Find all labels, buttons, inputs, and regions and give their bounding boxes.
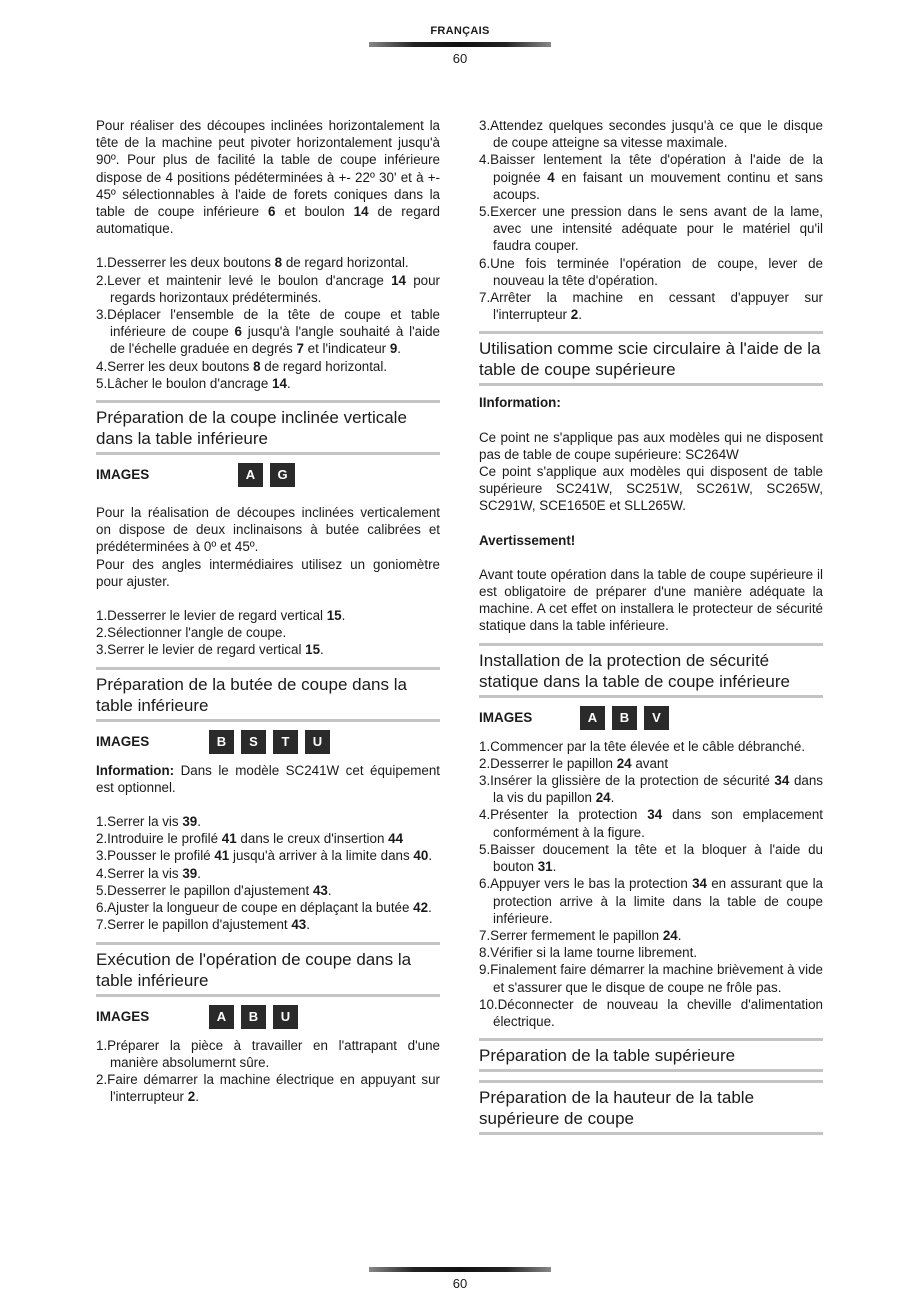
header-language: FRANÇAIS xyxy=(430,25,490,37)
image-tag[interactable]: U xyxy=(305,730,330,754)
image-tag[interactable]: U xyxy=(273,1005,298,1029)
right-column xyxy=(479,117,823,1135)
header-page-number: 60 xyxy=(452,51,468,66)
list-item: 8.Vérifier si la lame tourne librement. xyxy=(479,945,698,961)
list-item: 3.Pousser le profilé 41 jusqu'à arriver à la limite dans 40. xyxy=(96,848,433,864)
list-item: 7.Serrer fermement le papillon 24. xyxy=(479,927,682,943)
list-item: 6.Une fois terminée l'opération de coupe, lever de nouveau la tête d'opération. xyxy=(479,255,823,288)
section-heading-protection: Installation de la protection de sécurité statique dans la table de coupe inférieure xyxy=(479,643,823,698)
steps-horizontal xyxy=(96,254,440,392)
list-item: 2.Faire démarrer la machine électrique en appuyant sur l'interrupteur 2. xyxy=(96,1071,440,1105)
images-label: IMAGES xyxy=(96,1008,150,1024)
section-heading-upper-table: Préparation de la table supérieure xyxy=(479,1038,823,1072)
list-item: 4.Baisser lentement la tête d'opération à l'aide de la poignée 4 en faisant un mouvement continu et sans acoups. xyxy=(479,152,823,202)
list-item: 5.Baisser doucement la tête et la bloquer à l'aide du bouton 31. xyxy=(479,841,823,875)
list-item: 2.Sélectionner l'angle de coupe. xyxy=(96,625,287,641)
section-heading-execution: Exécution de l'opération de coupe dans la table inférieure xyxy=(96,942,440,997)
images-row xyxy=(96,1005,440,1029)
steps-stop xyxy=(96,813,440,933)
images-label: IMAGES xyxy=(96,734,150,750)
list-item: 4.Serrer les deux boutons 8 de regard horizontal. xyxy=(96,358,388,374)
images-label: IMAGES xyxy=(479,710,533,726)
info-heading: IInformation: xyxy=(479,395,561,411)
footer-page-number: 60 xyxy=(452,1276,468,1291)
list-item: 5.Desserrer le papillon d'ajustement 43. xyxy=(96,882,332,898)
paragraph: Avant toute opération dans la table de coupe supérieure il est obligatoire de préparer d'une manière adéquate la machine. A cet effet on installera le protecteur de sécurité statique dans la table inférieure. xyxy=(479,566,823,634)
paragraph: Ce point ne s'applique pas aux modèles qui ne disposent pas de table de coupe supérieure: SC264W xyxy=(479,429,823,462)
list-item: 2.Lever et maintenir levé le boulon d'ancrage 14 pour regards horizontaux prédéterminés. xyxy=(96,272,440,305)
list-item: 1.Préparer la pièce à travailler en l'attrapant d'une manière absolumernt sûre. xyxy=(96,1037,440,1070)
image-tag[interactable]: A xyxy=(580,706,605,730)
image-tag[interactable]: S xyxy=(241,730,266,754)
image-tag[interactable]: T xyxy=(273,730,298,754)
list-item: 6.Ajuster la longueur de coupe en déplaçant la butée 42. xyxy=(96,900,432,916)
list-item: 1.Desserrer le levier de regard vertical 15. xyxy=(96,608,346,624)
list-item: 4.Serrer la vis 39. xyxy=(96,865,201,881)
list-item: 2.Desserrer le papillon 24 avant xyxy=(479,755,669,771)
steps-execution-continued xyxy=(479,117,823,323)
images-row xyxy=(479,706,823,730)
steps-protection xyxy=(479,738,823,1030)
list-item: 1.Desserrer les deux boutons 8 de regard horizontal. xyxy=(96,255,409,271)
list-item: 6.Appuyer vers le bas la protection 34 en assurant que la protection arrive à la limite dans la table de coupe inférieure. xyxy=(479,876,823,926)
image-tag[interactable]: G xyxy=(270,463,295,487)
header-rule xyxy=(369,42,551,47)
image-tag[interactable]: V xyxy=(644,706,669,730)
list-item: 3.Insérer la glissière de la protection de sécurité 34 dans la vis du papillon 24. xyxy=(479,773,823,806)
list-item: 9.Finalement faire démarrer la machine brièvement à vide et s'assurer que le disque de coupe ne frôle pas. xyxy=(479,962,823,995)
list-item: 5.Lâcher le boulon d'ancrage 14. xyxy=(96,375,291,391)
image-tag[interactable]: B xyxy=(612,706,637,730)
paragraph: Pour la réalisation de découpes inclinées verticalement on dispose de deux inclinaisons à butée calibrées et prédéterminées à 0º et 45º. xyxy=(96,505,440,555)
list-item: 7.Arrêter la machine en cessant d'appuyer sur l'interrupteur 2. xyxy=(479,290,823,323)
image-tag[interactable]: A xyxy=(238,463,263,487)
list-item: 1.Commencer par la tête élevée et le câble débranché. xyxy=(479,738,806,754)
image-tag[interactable]: B xyxy=(209,730,234,754)
warning-heading: Avertissement! xyxy=(479,532,576,548)
section-heading-vertical-incline: Préparation de la coupe inclinée verticale dans la table inférieure xyxy=(96,400,440,455)
list-item: 7.Serrer le papillon d'ajustement 43. xyxy=(96,917,310,933)
images-row xyxy=(96,730,440,754)
list-item: 2.Introduire le profilé 41 dans le creux d'insertion 44 xyxy=(96,831,404,847)
list-item: 4.Présenter la protection 34 dans son emplacement conformément à la figure. xyxy=(479,807,823,840)
paragraph: Ce point s'applique aux modèles qui disposent de table supérieure SC241W, SC251W, SC261W, SC265W, SC291W, SCE1650E et SLL265W. xyxy=(479,464,823,514)
footer-rule xyxy=(369,1267,551,1272)
left-column xyxy=(96,117,440,1105)
image-tag[interactable]: B xyxy=(241,1005,266,1029)
list-item: 3.Attendez quelques secondes jusqu'à ce que le disque de coupe atteigne sa vitesse maximale. xyxy=(479,118,823,151)
section-heading-circular-saw: Utilisation comme scie circulaire à l'aide de la table de coupe supérieure xyxy=(479,331,823,386)
info-paragraph: Information: Dans le modèle SC241W cet équipement est optionnel. xyxy=(96,762,440,795)
section-heading-upper-height: Préparation de la hauteur de la table supérieure de coupe xyxy=(479,1080,823,1135)
images-label: IMAGES xyxy=(96,467,150,483)
image-tag[interactable]: A xyxy=(209,1005,234,1029)
paragraph: Pour des angles intermédiaires utilisez un goniomètre pour ajuster. xyxy=(96,556,440,589)
steps-vertical xyxy=(96,607,440,659)
images-row xyxy=(96,463,440,487)
list-item: 5.Exercer une pression dans le sens avant de la lame, avec une intensité adéquate pour le matériel qu'il faudra couper. xyxy=(479,204,823,254)
list-item: 1.Serrer la vis 39. xyxy=(96,814,201,830)
list-item: 3.Déplacer l'ensemble de la tête de coupe et table inférieure de coupe 6 jusqu'à l'angle souhaité à l'aide de l'échelle graduée en degrés 7 et l'indicateur 9. xyxy=(96,307,440,357)
section-heading-stop: Préparation de la butée de coupe dans la table inférieure xyxy=(96,667,440,722)
steps-execution xyxy=(96,1037,440,1106)
intro-paragraph: Pour réaliser des découpes inclinées horizontalement la tête de la machine peut pivoter horizontalement jusqu'à 90º. Pour plus de facilité la table de coupe inférieure dispose de 4 positions pédéterminées à +- 22º 30' et à +- 45º sélectionnables à l'aide de forets coniques dans la table de coupe inférieure 6 et boulon 14 de regard automatique. xyxy=(96,118,441,237)
list-item: 3.Serrer le levier de regard vertical 15. xyxy=(96,642,324,658)
list-item: 10.Déconnecter de nouveau la cheville d'alimentation électrique. xyxy=(479,996,823,1029)
